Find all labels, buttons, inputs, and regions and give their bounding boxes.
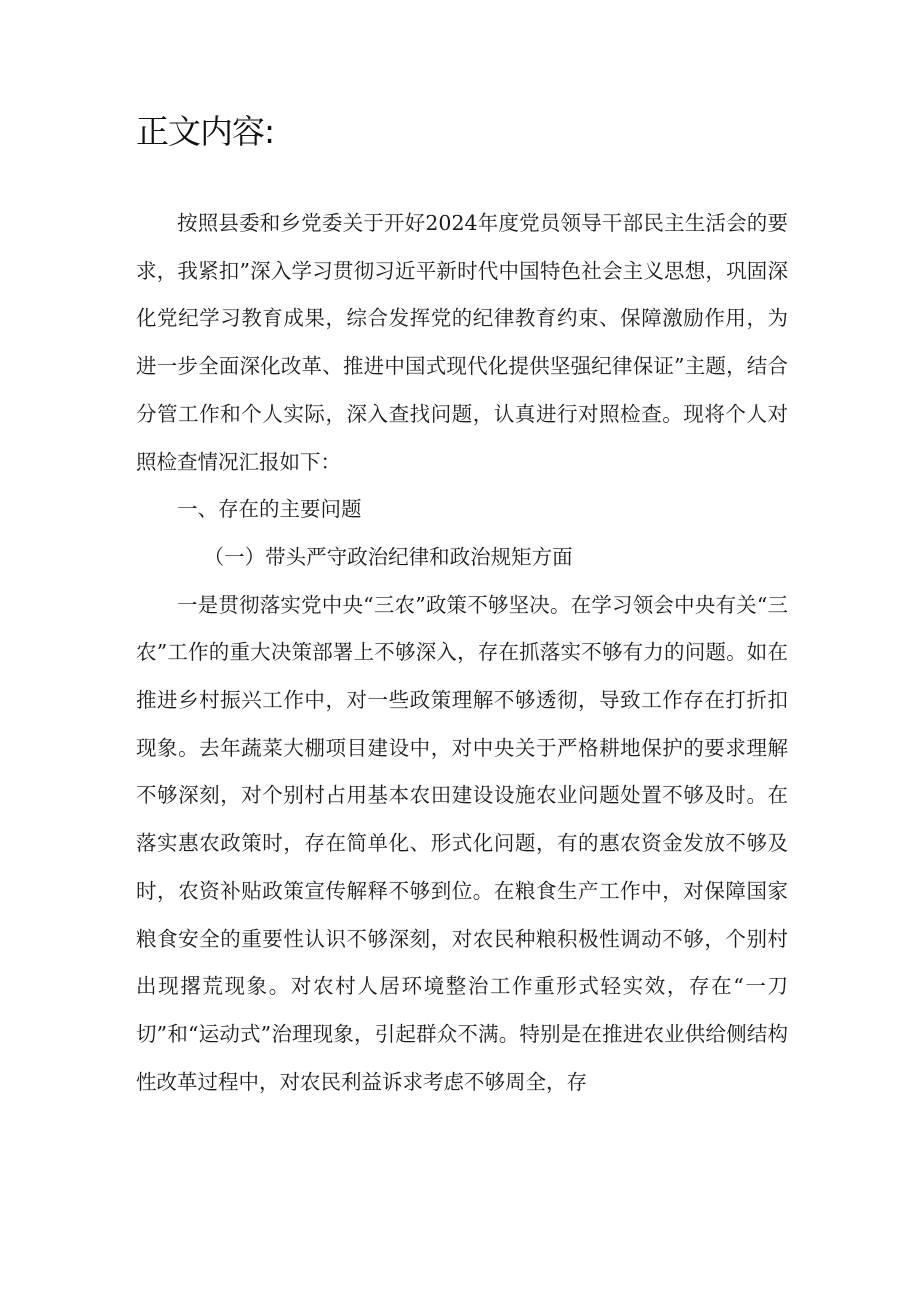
point-one-paragraph: 一是贯彻落实党中央“三农”政策不够坚决。在学习领会中央有关“三农”工作的重大决策部署上不够深入，存在抓落实不够有力的问题。如在推进乡村振兴工作中，对一些政策理解不够透彻，导致工作存在打折扣现象。去年蔬菜大棚项目建设中，对中央关于严格耕地保护的要求理解不够深刻，对个别村占用基本农田建设设施农业问题处置不够及时。在落实惠农政策时，存在简单化、形式化问题，有的惠农资金发放不够及时，农资补贴政策宣传解释不够到位。在粮食生产工作中，对保障国家粮食安全的重要性认识不够深刻，对农民种粮积极性调动不够，个别村出现撂荒现象。对农村人居环境整治工作重形式轻实效，存在“一刀切”和“运动式”治理现象，引起群众不满。特别是在推进农业供给侧结构性改革过程中，对农民利益诉求考虑不够周全，存 bbox=[136, 592, 788, 1094]
document-body bbox=[136, 200, 788, 1106]
page-heading: 正文内容: bbox=[136, 112, 275, 151]
intro-paragraph: 按照县委和乡党委关于开好2024年度党员领导干部民主生活会的要求，我紧扣”深入学习贯彻习近平新时代中国特色社会主义思想，巩固深化党纪学习教育成果，综合发挥党的纪律教育约束、保障激励作用，为进一步全面深化改革、推进中国式现代化提供坚强纪律保证”主题，结合分管工作和个人实际，深入查找问题，认真进行对照检查。现将个人对照检查情况汇报如下： bbox=[136, 211, 788, 474]
section-heading-one: 一、存在的主要问题 bbox=[177, 497, 362, 522]
subsection-heading-one: （一）带头严守政治纪律和政治规矩方面 bbox=[203, 544, 573, 569]
